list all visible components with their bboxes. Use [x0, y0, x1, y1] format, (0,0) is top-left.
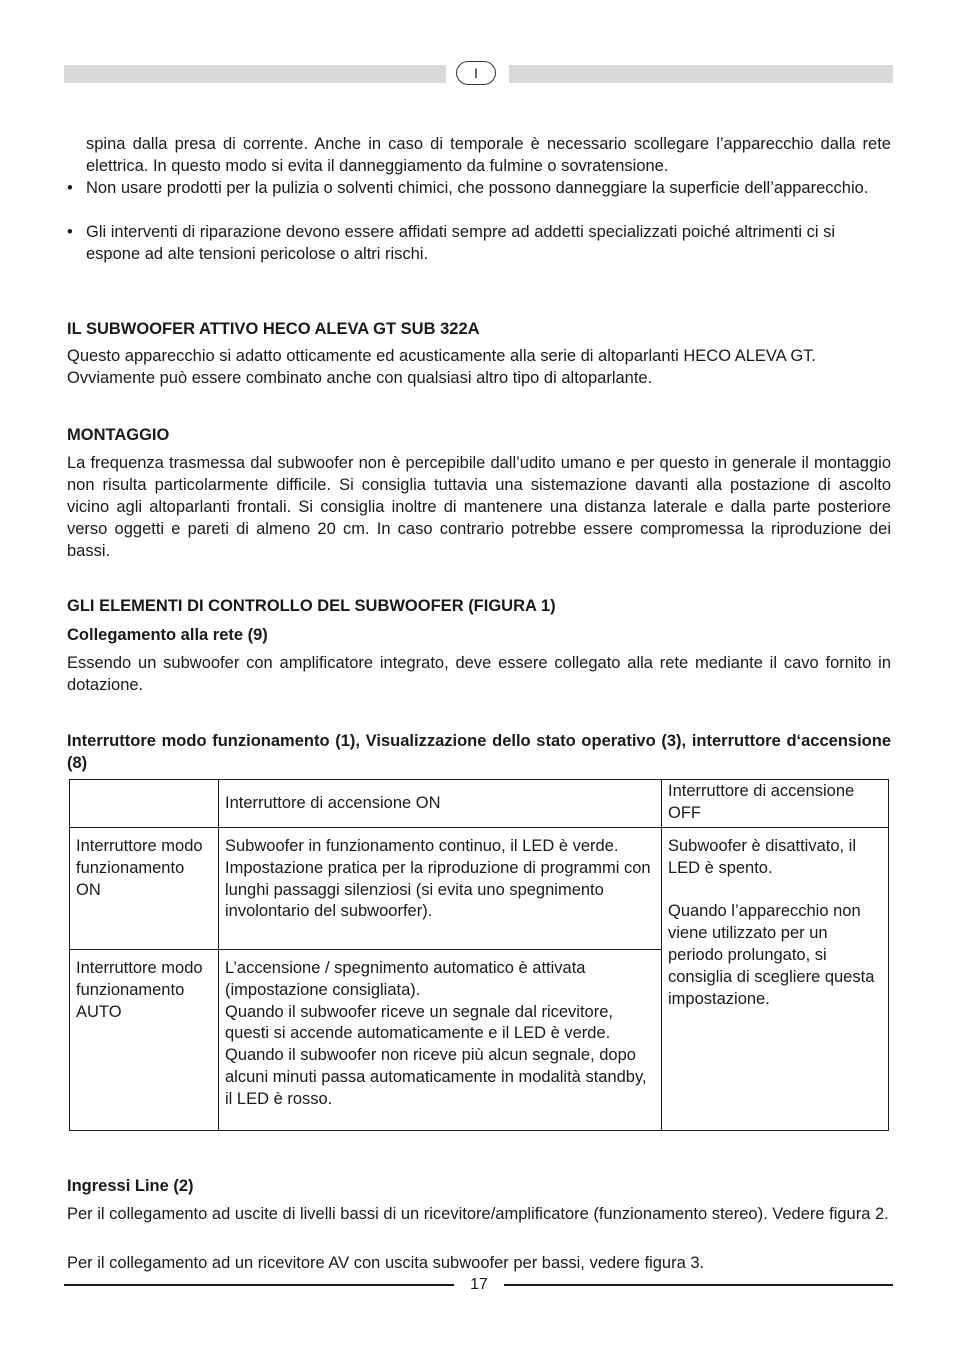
header-bar-left [64, 65, 446, 83]
language-badge: I [456, 61, 496, 85]
table-cell-line: Subwoofer è disattivato, il LED è spento. [668, 837, 857, 877]
table-cell-off [662, 828, 889, 1131]
table-row-label-on: Interruttore modo funzionamento ON [70, 828, 219, 950]
bullet-text: Non usare prodotti per la pulizia o solventi chimici, che possono danneggiare la superficie dell’apparecchio. [86, 179, 869, 197]
section-text-montaggio: La frequenza trasmessa dal subwoofer non è percepibile dall’udito umano e per questo in generale il montaggio non risulta particolarmente difficile. Si consiglia tuttavia una sistemazione davanti alla postazione di ascolto vicino agli altoparlanti frontali. Si consiglia inoltre di mantenere una distanza laterale e dalla parte posteriore verso oggetti e pareti di almeno 20 cm. In caso contrario potrebbe essere compromessa la riproduzione dei bassi. [67, 454, 891, 560]
bullet-item [67, 221, 891, 265]
table-cell-line: Impostazione pratica per la riproduzione di programmi con lunghi passaggi silenziosi (si evita uno spegnimento involontario del subwoorfer). [225, 858, 651, 921]
table-cell-line: Quando il subwoofer non riceve più alcun segnale, dopo alcuni minuti passa automaticamente in modalità standby, il LED è rosso. [225, 1046, 647, 1108]
header-bar-right [509, 65, 893, 83]
text-line-inputs-1: Per il collegamento ad uscite di livelli bassi di un ricevitore/amplificatore (funzionamento stereo). Vedere figura 2. [67, 1205, 889, 1223]
text-rete: Essendo un subwoofer con amplificatore integrato, deve essere collegato alla rete mediante il cavo fornito in dotazione. [67, 654, 891, 694]
table-corner-cell [70, 780, 219, 828]
table-row-label-auto: Interruttore modo funzionamento AUTO [70, 950, 219, 1131]
table-cell-on-on [219, 828, 662, 950]
page-number: 17 [470, 1276, 488, 1293]
section-text-subwoofer: Questo apparecchio si adatto otticamente ed acusticamente alla serie di altoparlanti HECO ALEVA GT. Ovviamente può essere combinato anche con qualsiasi altro tipo di altoparlante. [67, 347, 817, 387]
table-row [70, 828, 889, 950]
subheading-interruttore: Interruttore modo funzionamento (1), Visualizzazione dello stato operativo (3), interruttore d‘accensione (8) [67, 732, 891, 772]
table-cell-line: L’accensione / spegnimento automatico è attivata (impostazione consigliata). [225, 959, 586, 999]
subheading-line-inputs: Ingressi Line (2) [67, 1177, 194, 1195]
table-cell-auto-on [219, 950, 662, 1131]
table-cell-line: Subwoofer in funzionamento continuo, il LED è verde. [225, 837, 619, 855]
section-heading-controls: GLI ELEMENTI DI CONTROLLO DEL SUBWOOFER (FIGURA 1) [67, 597, 556, 615]
text-line-inputs-2: Per il collegamento ad un ricevitore AV con uscita subwoofer per bassi, vedere figura 3. [67, 1254, 705, 1272]
intro-continuation: spina dalla presa di corrente. Anche in caso di temporale è necessario scollegare l’apparecchio dalla rete elettrica. In questo modo si evita il danneggiamento da fulmine o sovratensione. [86, 135, 891, 175]
table-header-off: Interruttore di accensione OFF [662, 780, 889, 828]
table-header-on: Interruttore di accensione ON [219, 780, 662, 828]
footer-rule-left [64, 1284, 454, 1286]
bullet-dot: • [67, 179, 73, 197]
section-heading-subwoofer: IL SUBWOOFER ATTIVO HECO ALEVA GT SUB 322A [67, 320, 480, 338]
subheading-rete: Collegamento alla rete (9) [67, 626, 268, 644]
bullet-dot: • [67, 223, 73, 241]
section-heading-montaggio: MONTAGGIO [67, 426, 170, 444]
table-row [70, 780, 889, 828]
table-cell-line: Quando l’apparecchio non viene utilizzato per un periodo prolungato, si consiglia di scegliere questa impostazione. [668, 902, 875, 1008]
bullet-item [67, 177, 891, 199]
bullet-text: Gli interventi di riparazione devono essere affidati sempre ad addetti specializzati poiché altrimenti ci si espone ad alte tensioni pericolose o altri rischi. [86, 223, 835, 263]
table-cell-line: Quando il subwoofer riceve un segnale dal ricevitore, questi si accende automaticamente e il LED è verde. [225, 1002, 613, 1043]
control-table [69, 779, 889, 1131]
footer-rule-right [504, 1284, 893, 1286]
